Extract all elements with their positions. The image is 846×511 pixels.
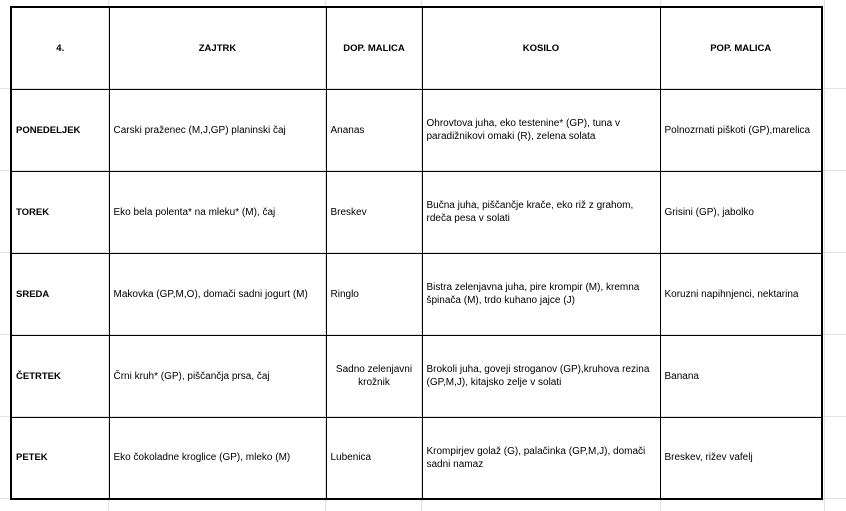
table-row — [11, 171, 822, 253]
header-row — [11, 7, 822, 89]
lunch-cell[interactable]: Krompirjev golaž (G), palačinka (GP,M,J), domači sadni namaz — [422, 417, 660, 499]
breakfast-cell[interactable]: Makovka (GP,M,O), domači sadni jogurt (M) — [109, 253, 326, 335]
afternoon-snack-cell[interactable]: Breskev, rižev vafelj — [660, 417, 822, 499]
afternoon-snack-cell[interactable]: Koruzni napihnjenci, nektarina — [660, 253, 822, 335]
breakfast-cell[interactable]: Eko bela polenta* na mleku* (M), čaj — [109, 171, 326, 253]
table-row — [11, 335, 822, 417]
lunch-header[interactable]: KOSILO — [422, 7, 660, 89]
afternoon-snack-cell[interactable]: Polnozrnati piškoti (GP),marelica — [660, 89, 822, 171]
morning-snack-cell[interactable]: Sadno zelenjavni krožnik — [326, 335, 422, 417]
morning-snack-cell[interactable]: Breskev — [326, 171, 422, 253]
morning-snack-cell[interactable]: Lubenica — [326, 417, 422, 499]
day-cell[interactable]: PONEDELJEK — [11, 89, 109, 171]
day-cell[interactable]: PETEK — [11, 417, 109, 499]
breakfast-cell[interactable]: Črni kruh* (GP), piščančja prsa, čaj — [109, 335, 326, 417]
day-cell[interactable]: SREDA — [11, 253, 109, 335]
table-row — [11, 89, 822, 171]
breakfast-header[interactable]: ZAJTRK — [109, 7, 326, 89]
lunch-cell[interactable]: Bučna juha, piščančje krače, eko riž z grahom, rdeča pesa v solati — [422, 171, 660, 253]
day-cell[interactable]: TOREK — [11, 171, 109, 253]
lunch-cell[interactable]: Ohrovtova juha, eko testenine* (GP), tuna v paradižnikovi omaki (R), zelena solata — [422, 89, 660, 171]
afternoon-snack-cell[interactable]: Grisini (GP), jabolko — [660, 171, 822, 253]
morning-snack-cell[interactable]: Ringlo — [326, 253, 422, 335]
breakfast-cell[interactable]: Eko čokoladne kroglice (GP), mleko (M) — [109, 417, 326, 499]
table-row — [11, 417, 822, 499]
morning-snack-header[interactable]: DOP. MALICA — [326, 7, 422, 89]
table-row — [11, 253, 822, 335]
lunch-cell[interactable]: Bistra zelenjavna juha, pire krompir (M), kremna špinača (M), trdo kuhano jajce (J) — [422, 253, 660, 335]
breakfast-cell[interactable]: Carski praženec (M,J,GP) planinski čaj — [109, 89, 326, 171]
afternoon-snack-cell[interactable]: Banana — [660, 335, 822, 417]
week-number-header[interactable]: 4. — [11, 7, 109, 89]
lunch-cell[interactable]: Brokoli juha, goveji stroganov (GP),kruhova rezina (GP,M,J), kitajsko zelje v solati — [422, 335, 660, 417]
morning-snack-cell[interactable]: Ananas — [326, 89, 422, 171]
weekly-menu-table — [10, 6, 823, 500]
day-cell[interactable]: ČETRTEK — [11, 335, 109, 417]
afternoon-snack-header[interactable]: POP. MALICA — [660, 7, 822, 89]
